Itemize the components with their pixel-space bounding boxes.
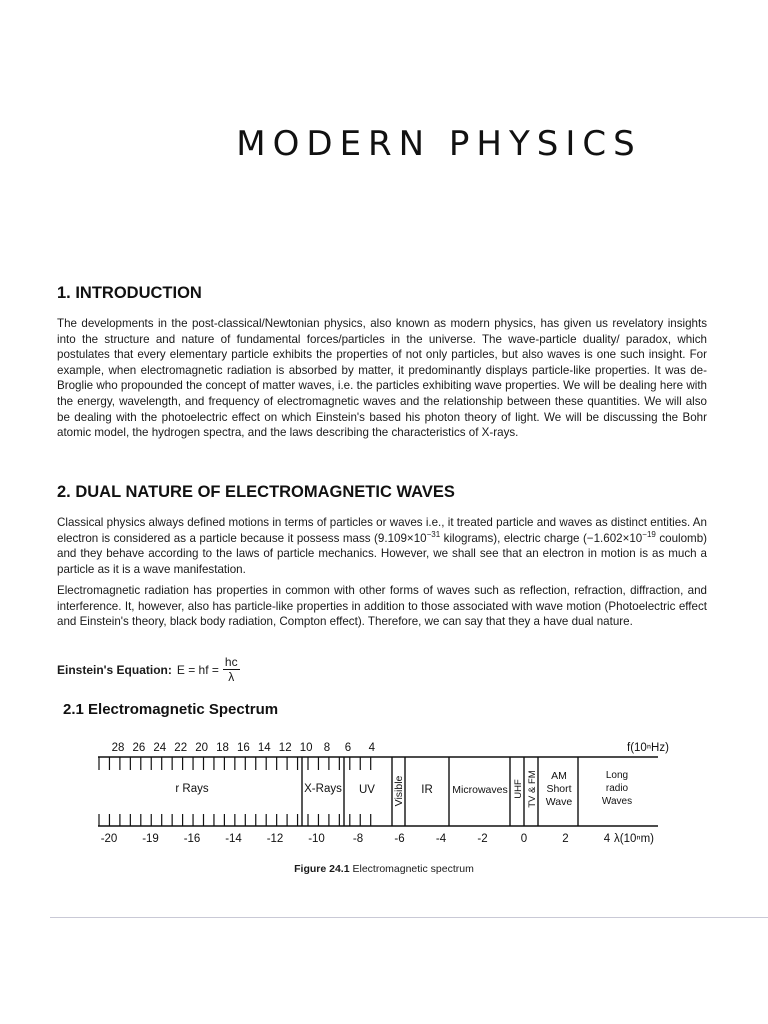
wavelength-tick-label: -16: [183, 833, 201, 845]
frequency-tick-label: 14: [257, 742, 271, 754]
bottom-divider: [50, 917, 768, 918]
frequency-tick-label: 26: [132, 742, 146, 754]
dual-nature-paragraph-1: [57, 515, 707, 577]
equation-label: Einstein's Equation:: [57, 662, 172, 677]
wavelength-tick-label: 2: [562, 833, 569, 845]
band-label-am-line3: Wave: [545, 796, 573, 808]
equation-fraction: [223, 655, 240, 684]
band-label-long-line3: Waves: [601, 796, 633, 807]
band-label-visible: Visible: [393, 775, 405, 807]
figure-caption: [0, 863, 768, 875]
subsection-heading-spectrum: 2.1 Electromagnetic Spectrum: [63, 701, 279, 718]
wavelength-tick-label: -8: [352, 833, 364, 845]
frequency-tick-label: 22: [174, 742, 188, 754]
band-label-uv: UV: [359, 784, 375, 796]
band-label-long-line1: Long: [605, 770, 629, 781]
frequency-tick-label: 24: [153, 742, 167, 754]
wavelength-ticks: [99, 814, 611, 845]
band-label-long-line2: radio: [605, 783, 629, 794]
p1-text-a: Classical physics always defined motions in terms of particles or waves i.e., it treated particle and waves as distinct entities. An electron is considered as a particle because it possess mass (9.109×10: [57, 516, 707, 545]
section-heading-introduction: 1. INTRODUCTION: [57, 284, 202, 302]
wavelength-tick-label: -14: [225, 833, 242, 845]
dual-nature-paragraph-2: Electromagnetic radiation has properties in common with other forms of waves such as reflection, refraction, diffraction, and interference. It, however, also has particle-like properties in addition to those associated with wave motion (Photoelectric effect and Einstein's theory, black body radiation, Compton effect). Therefore, we can say that they a have dual nature.: [57, 584, 707, 629]
wavelength-tick-label: -10: [308, 833, 325, 845]
frequency-tick-label: 6: [344, 742, 352, 754]
frequency-tick-label: 28: [111, 742, 125, 754]
frequency-tick-label: 20: [195, 742, 208, 754]
frequency-tick-label: 10: [299, 742, 313, 754]
band-label-am-line1: AM: [551, 770, 567, 782]
figure-caption-label: Figure 24.1: [294, 863, 350, 875]
introduction-paragraph: The developments in the post-classical/Newtonian physics, also known as modern physics, has given us revelatory insights into the structure and nature of fundamental forces/particles in the universe. The wave-particle duality/ paradox, which postulates that every elementary particle exhibits the properties of not only particles, but also waves is one such insight. For example, when electromagnetic radiation is absorbed by matter, it predominantly displays particle-like properties. It was de-Broglie who propounded the concept of matter waves, i.e. the particles exhibiting wave properties. We will be dealing here with the energy, wavelength, and frequency of electromagnetic waves and the relationship between these quantities. We will also be dealing with the photoelectric effect on which Einstein's based his photon theory of light. We will be discussing the Bohr atomic model, the hydrogen spectra, and the laws describing the characteristics of X-rays.: [57, 317, 707, 440]
frequency-tick-label: 8: [323, 742, 331, 754]
wavelength-tick-label: -12: [266, 833, 284, 845]
frequency-ticks: [99, 742, 376, 770]
band-label-microwaves: Microwaves: [452, 784, 508, 796]
wavelength-tick-label: -4: [435, 833, 447, 845]
frequency-tick-label: 12: [278, 742, 292, 754]
p1-text-c: coulomb) and they behave according to the laws of particle mechanics. However, we shall see that an electron in motion is as much a particle as it is a wave manifestation.: [57, 531, 708, 576]
wavelength-unit-label: λ(10ⁿm): [614, 833, 654, 845]
wavelength-tick-label: -6: [394, 833, 405, 845]
wavelength-tick-label: -19: [142, 833, 159, 845]
band-label-xrays: X-Rays: [304, 783, 342, 795]
band-label-ir: IR: [421, 784, 433, 796]
band-label-tvfm: TV & FM: [527, 770, 538, 808]
wavelength-tick-label: -20: [100, 833, 118, 845]
band-label-am-line2: Short: [546, 783, 572, 795]
equation-lhs: E = hf =: [176, 662, 219, 677]
page-title: MODERN PHYSICS: [236, 124, 642, 164]
band-label-uhf: UHF: [513, 779, 524, 799]
band-label-gamma: r Rays: [175, 783, 209, 795]
figure-caption-text: Electromagnetic spectrum: [352, 863, 474, 875]
electromagnetic-spectrum-diagram: [0, 730, 768, 860]
frequency-unit-label: f(10ⁿHz): [627, 742, 669, 754]
frequency-tick-label: 16: [237, 742, 250, 754]
wavelength-tick-label: 4: [603, 833, 611, 845]
section-heading-dual-nature: 2. DUAL NATURE OF ELECTROMAGNETIC WAVES: [57, 483, 455, 501]
wavelength-tick-label: 0: [520, 833, 528, 845]
wavelength-tick-label: -2: [477, 833, 488, 845]
frequency-tick-label: 18: [216, 742, 229, 754]
frequency-tick-label: 4: [368, 742, 376, 754]
p1-exponent-mass: −31: [426, 529, 441, 539]
einstein-equation: [57, 655, 240, 684]
equation-denominator: λ: [228, 670, 235, 684]
p1-exponent-charge: −19: [642, 529, 656, 539]
equation-numerator: hc: [224, 655, 238, 669]
p1-text-b: kilograms), electric charge (−1.602×10: [440, 531, 643, 545]
